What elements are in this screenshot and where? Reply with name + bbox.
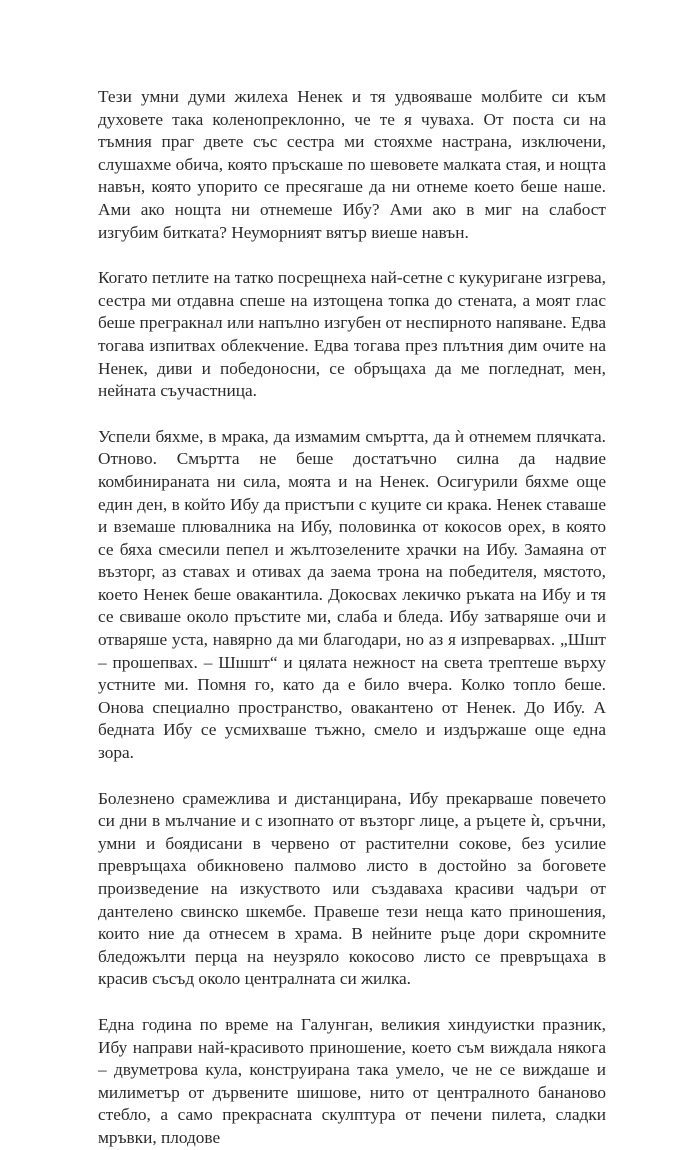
paragraph-4: Болезнено срамежлива и дистанцирана, Ибу прекарваше повечето си дни в мълчание и с изопнато от възторг лице, а ръцете ѝ, сръчни, умни и боядисани в червено от растителни сокове, без усилие превръщаха обикновено палмово листо в достойно за боговете произведение на изкуството или създаваха красиви чадъри от дантелено свинско шкембе. Правеше тези неща като приношения, които ние да отнесем в храма. В нейните ръце дори скромните бледожълти перца на неузряло кокосово листо се превръщаха в красив съсъд около централната си жилка.: [98, 788, 606, 989]
paragraph-2: Когато петлите на татко посрещнеха най-сетне с кукуригане изгрева, сестра ми отдавна спеше на изтощена топка до стената, а моят глас беше прегракнал или напълно изгубен от неспирното напяване. Едва тогава изпитвах облекчение. Едва тогава през плътния дим очите на Ненек, диви и победоносни, се обръщаха да ме погледнат, мен, нейната съучастница.: [98, 268, 606, 401]
paragraph-5: Една година по време на Галунган, великия хиндуистки празник, Ибу направи най-красивото приношение, което съм виждала някога – двуметрова кула, конструирана така умело, че не се виждаше и милиметър от дървените шишове, нито от централното бананово стебло, а само прекрасната скулптура от печени пилета, сладки мръвки, плодове: [98, 1014, 606, 1147]
body-text: [98, 86, 606, 1150]
paragraph-3: Успели бяхме, в мрака, да измамим смъртта, да ѝ отнемем плячката. Отново. Смъртта не беше достатъчно силна да надвие комбинираната ни сила, моята и на Ненек. Осигурили бяхме още един ден, в който Ибу да пристъпи с куците си крака. Ненек ставаше и вземаше плювалника на Ибу, половинка от кокосов орех, в която се бяха смесили пепел и жълтозелените храчки на Ибу. Замаяна от възторг, аз ставах и отивах да заема трона на победителя, мястото, което Ненек беше овакантила. Докосвах лекичко ръката на Ибу и тя се свиваше около пръстите ми, слаба и бледа. Ибу затваряше очи и отваряше уста, навярно да ми благодари, но аз я изпреварвах. „Шшт – прошепвах. – Шшшт“ и цялата нежност на света трептеше върху устните ми. Помня го, като да е било вчера. Колко топло беше. Онова специално пространство, овакантено от Ненек. До Ибу. А бедната Ибу се усмихваше тъжно, смело и издържаше още една зора.: [98, 426, 606, 763]
paragraph-1: Тези умни думи жилеха Ненек и тя удвояваше молбите си към духовете така коленопреклонно, че те я чуваха. От поста си на тъмния праг двете със сестра ми стояхме настрана, изключени, слушахме обича, която пръскаше по шевовете малката стая, и нощта навън, която упорито се пресягаше да ни отнеме което беше наше. Ами ако нощта ни отнемеше Ибу? Ами ако в миг на слабост изгубим битката? Неуморният вятър виеше навън.: [98, 87, 606, 242]
